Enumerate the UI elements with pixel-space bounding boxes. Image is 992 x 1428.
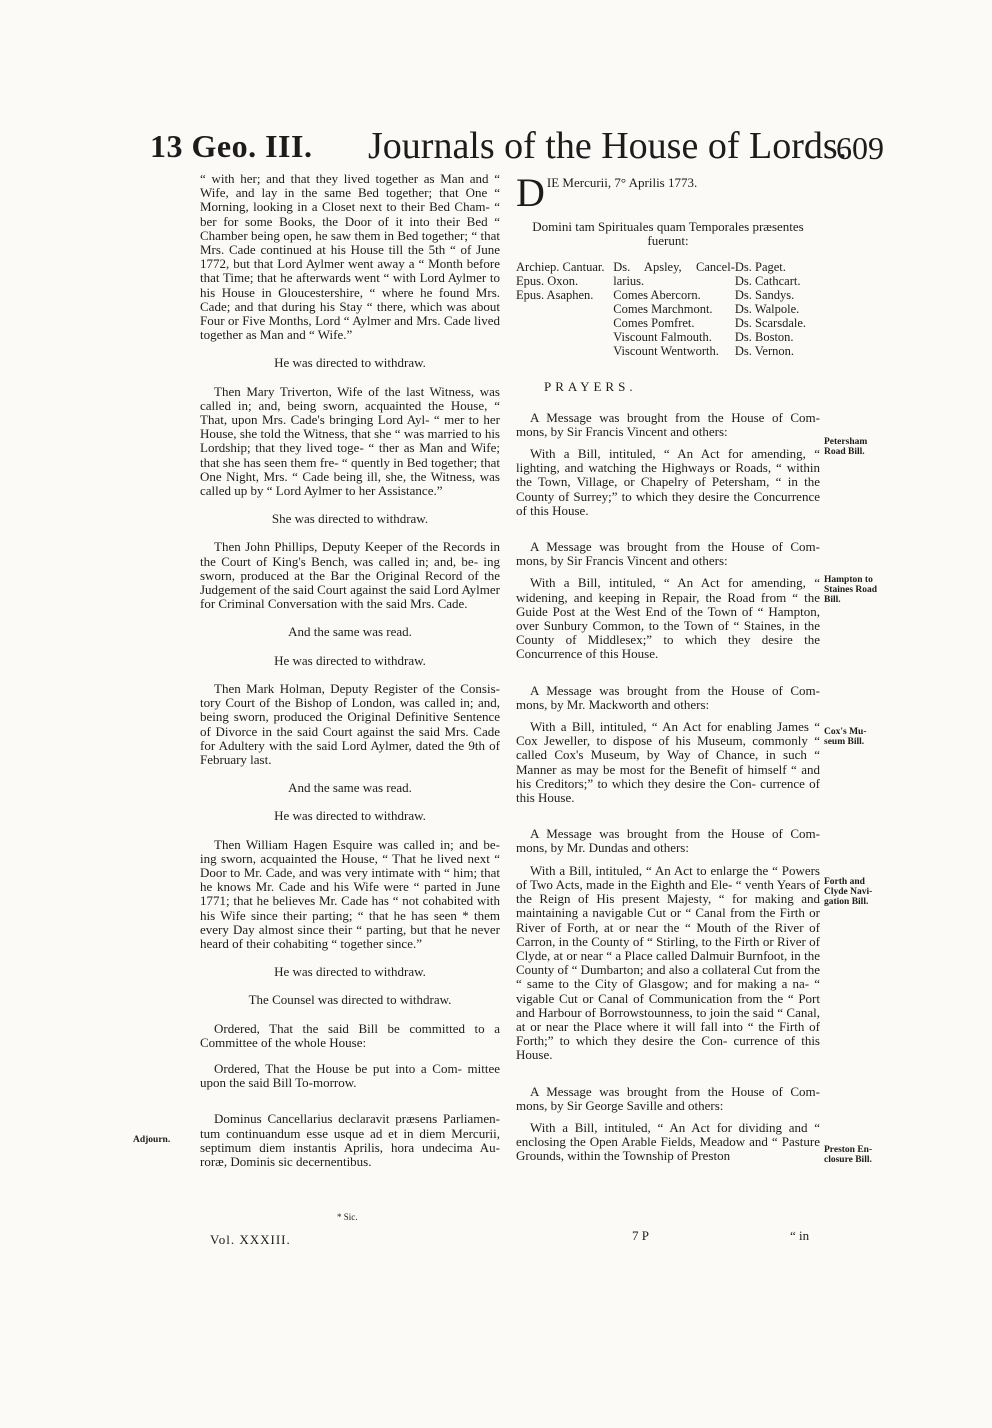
message-hampton: A Message was brought from the House of Com- mons, by Sir Francis Vincent and others: xyxy=(516,539,820,569)
left-column xyxy=(200,172,500,1169)
attendance-bishops: Archiep. Cantuar. Epus. Oxon. Epus. Asaphen. xyxy=(516,260,605,303)
volume-number: Vol. XXXIII. xyxy=(210,1232,291,1247)
message-petersham: A Message was brought from the House of Com- mons, by Sir Francis Vincent and others: xyxy=(516,409,820,439)
margin-note-hampton: Hampton to Staines Road Bill. xyxy=(824,575,878,605)
prayers-heading: PRAYERS. xyxy=(544,379,637,395)
message-cox: A Message was brought from the House of Com- mons, by Mr. Mackworth and others: xyxy=(516,682,820,712)
attendance-barons: Ds. Paget. Ds. Cathcart. Ds. Sandys. Ds. Walpole. Ds. Scarsdale. Ds. Boston. Ds. Vernon. xyxy=(734,260,807,359)
margin-note-cox: Cox's Mu- seum Bill. xyxy=(824,727,867,747)
order-house-committee: Ordered, That the House be put into a Com- mittee upon the said Bill To-morrow. xyxy=(200,1060,500,1091)
bill-forth: With a Bill, intituled, “ An Act to enlarge the “ Powers of Two Acts, made in the Eighth and Ele- “ venth Years of the Reign of His present Majesty, “ for making and maintaining a navigable Cut or “ Canal from the Firth or River of Forth, at or near the “ Mouth of the River of Carron, in the County of “ Stirling, to the Firth or River of Clyde, at or near “ a Place called Dalmuir Burnfoot, in the County of “ Dumbarton; and also a collateral Cut from the “ same to the City of Glasgow; and for making a na- “ vigable Cut or Canal of Communication from the “ Port and Harbour of Borrowstounness, to join the said “ Canal, at or near the Place where it will fall into “ the Firth of Forth;” to which they desire the Con- currence of this House. xyxy=(516,862,820,1063)
read-note: And the same was read. xyxy=(288,780,412,796)
attendance-peers: Ds. Apsley, Cancel- larius. Comes Abercorn. Comes Marchmont. Comes Pomfret. Viscount Falmouth. Viscount Wentworth. xyxy=(613,260,735,359)
withdraw-note: He was directed to withdraw. xyxy=(274,652,426,668)
witness-mary-triverton: Then Mary Triverton, Wife of the last Witness, was called in; and, being sworn, acquainted the House, “ That, upon Mrs. Cade's bringing Lord Ayl- “ mer to her House, she told the Witness, that she “ was married to his Lordship; that they lived toge- “ ther as Man and Wife; that she has seen them fre- “ quently in Bed together; that One Night, Mrs. “ Cade being ill, she, the Witness, was called up by “ Lord Aylmer to her Assistance.” xyxy=(200,383,500,499)
order-committee: Ordered, That the said Bill be committed to a Committee of the whole House: xyxy=(200,1020,500,1050)
running-head-title: Journals of the House of Lords. xyxy=(368,125,848,167)
counsel-withdraw-note: The Counsel was directed to withdraw. xyxy=(248,992,452,1008)
margin-note-adjourn: Adjourn. xyxy=(133,1135,171,1145)
bill-hampton: With a Bill, intituled, “ An Act for amending, “ widening, and keeping in Repair, the Road from “ the Guide Post at the West End of the Town of “ Hampton, over Sunbury Common, to the Town of “ Staines, in the County of Middlesex;” to which they desire the Concurrence of this House. xyxy=(516,575,820,662)
withdraw-note: He was directed to withdraw. xyxy=(274,808,426,824)
page-number: 609 xyxy=(836,130,884,166)
withdraw-note: She was directed to withdraw. xyxy=(271,511,429,527)
attendance-list xyxy=(516,260,820,358)
witness-testimony-continued: “ with her; and that they lived together as Man and “ Wife, and lay in the same Bed together; that One “ Morning, looking in a Closet next to their Bed Cham- “ ber for some Books, the Door of it into their Bed “ Chamber being open, he saw them in Bed together; “ that Mrs. Cade continued at his House till the 5th “ of June 1772, but that Lord Aylmer went away a “ Month before that Time; that he afterwards went “ with Lord Aylmer to his House in Gloucestershire, “ where he found Mrs. Cade; and that during his Stay “ there, which was about Four or Five Months, Lord “ Aylmer and Mrs. Cade lived together as Man and “ Wife.” xyxy=(200,171,500,343)
right-column xyxy=(516,172,820,1164)
running-head-regnal-year: 13 Geo. III. xyxy=(150,128,313,164)
witness-john-phillips: Then John Phillips, Deputy Keeper of the Records in the Court of King's Bench, was called in; and, be- ing sworn, produced at the Bar the Original Record of the Judgement of the said Court against the said Lord Aylmer for Criminal Conversation with the said Mrs. Cade. xyxy=(200,539,500,612)
present-lords-heading: Domini tam Spirituales quam Temporales præsentes fuerunt: xyxy=(532,219,804,249)
date-heading: D IE Mercurii, 7° Aprilis 1773. xyxy=(516,170,698,215)
witness-mark-holman: Then Mark Holman, Deputy Register of the Consis- tory Court of the Bishop of London, was called in; and, being sworn, produced the Original Definitive Sentence of Divorce in the said Court against the said Mrs. Cade for Adultery with the said Lord Aylmer, dated the 9th of February last. xyxy=(200,680,500,767)
bill-petersham: With a Bill, intituled, “ An Act for amending, “ lighting, and watching the Highways or Roads, “ within the Town, Village, or Chapelry of Petersham, “ in the County of Surrey;” to which they desire the Concurrence of this House. xyxy=(516,446,820,518)
bill-preston: With a Bill, intituled, “ An Act for dividing and “ enclosing the Open Arable Fields, Meadow and “ Pasture Grounds, within the Township of Preston xyxy=(516,1119,820,1164)
withdraw-note: He was directed to withdraw. xyxy=(274,964,426,980)
drop-cap: D xyxy=(516,170,545,215)
witness-william-hagen: Then William Hagen Esquire was called in; and be- ing sworn, acquainted the House, “ That he lived next “ Door to Mr. Cade, and was very intimate with “ him; that he knows Mr. Cade and his Wife were “ parted in June 1771; that he believes Mr. Cade has “ not cohabited with his Wife since their parting; “ that he has seen * them every Day almost since their “ parting, but that he never heard of their cohabiting “ together since.” xyxy=(200,836,500,951)
withdraw-note: He was directed to withdraw. xyxy=(274,355,426,371)
margin-note-forth: Forth and Clyde Navi- gation Bill. xyxy=(824,877,873,907)
footnote-sic: * Sic. xyxy=(337,1212,358,1222)
margin-note-preston: Preston En- closure Bill. xyxy=(824,1145,873,1165)
message-forth: A Message was brought from the House of Com- mons, by Mr. Dundas and others: xyxy=(516,826,820,856)
adjournment-paragraph: Dominus Cancellarius declaravit præsens Parliamen- tum continuandum esse usque ad et in diem Mercurii, septimum diem instantis Aprilis, hora undecima Au- roræ, Dominis sic decernentibus. xyxy=(200,1111,500,1169)
message-preston: A Message was brought from the House of Com- mons, by Sir George Saville and others: xyxy=(516,1083,820,1113)
catchword: “ in xyxy=(790,1228,810,1243)
read-note: And the same was read. xyxy=(288,624,412,640)
signature-mark: 7 P xyxy=(632,1228,649,1243)
margin-note-petersham: Petersham Road Bill. xyxy=(824,437,868,457)
bill-cox: With a Bill, intituled, “ An Act for enabling James “ Cox Jeweller, to dispose of his Museum, commonly “ called Cox's Museum, by Way of Chance, in such “ Manner as may be most for the Benefit of himself “ and his Creditors;” to which they desire the Con- currence of this House. xyxy=(516,719,820,806)
